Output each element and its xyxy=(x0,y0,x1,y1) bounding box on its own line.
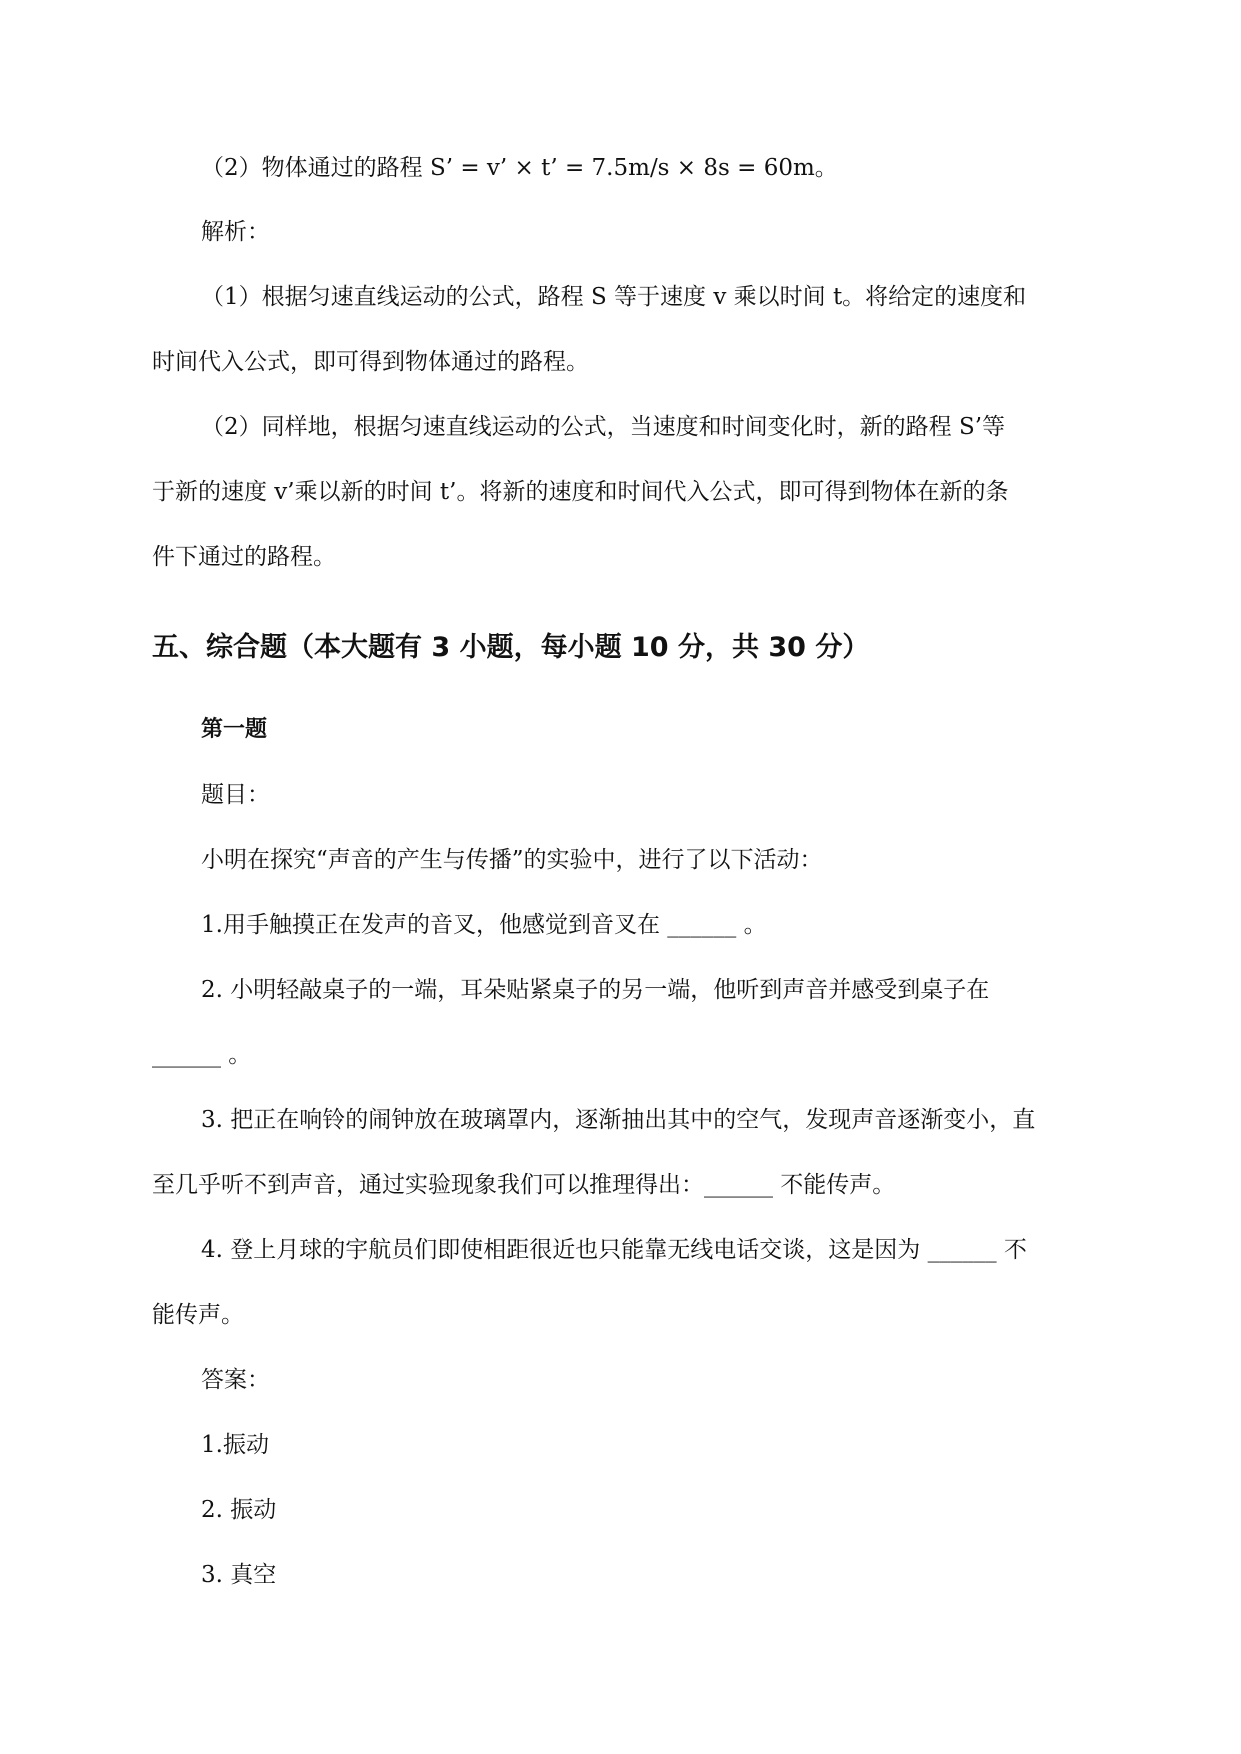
answer-line-path: （2）物体通过的路程 S’ = v’ × t’ = 7.5m/s × 8s = 60m。 xyxy=(201,155,838,181)
question-item-3-line-1: 3. 把正在响铃的闹钟放在玻璃罩内，逐渐抽出其中的空气，发现声音逐渐变小，直 xyxy=(201,1107,1036,1133)
question-item-3-line-2: 至几乎听不到声音，通过实验现象我们可以推理得出：______ 不能传声。 xyxy=(152,1172,896,1198)
answer-label: 答案： xyxy=(201,1367,270,1393)
answer-item-3: 3. 真空 xyxy=(201,1562,277,1588)
question-item-2-line-2: ______ 。 xyxy=(152,1042,252,1068)
section-heading: 五、综合题（本大题有 3 小题，每小题 10 分，共 30 分） xyxy=(152,632,870,663)
question-item-4-line-2: 能传声。 xyxy=(152,1302,244,1328)
analysis-paragraph-2-line-1: （2）同样地，根据匀速直线运动的公式，当速度和时间变化时，新的路程 S’等 xyxy=(201,414,1006,440)
analysis-paragraph-1-line-2: 时间代入公式，即可得到物体通过的路程。 xyxy=(152,349,589,375)
question-title-label: 题目： xyxy=(201,782,270,808)
question-item-2-line-1: 2. 小明轻敲桌子的一端，耳朵贴紧桌子的另一端，他听到声音并感受到桌子在 xyxy=(201,977,990,1003)
question-intro: 小明在探究“声音的产生与传播”的实验中，进行了以下活动： xyxy=(201,847,823,873)
analysis-label: 解析： xyxy=(201,219,270,245)
question-label: 第一题 xyxy=(201,717,268,742)
analysis-paragraph-1-line-1: （1）根据匀速直线运动的公式，路程 S 等于速度 v 乘以时间 t。将给定的速度和 xyxy=(201,284,1027,310)
question-item-1: 1.用手触摸正在发声的音叉，他感觉到音叉在 ______ 。 xyxy=(201,912,767,938)
analysis-paragraph-2-line-2: 于新的速度 v’乘以新的时间 t’。将新的速度和时间代入公式，即可得到物体在新的条 xyxy=(152,479,1009,505)
question-item-4-line-1: 4. 登上月球的宇航员们即使相距很近也只能靠无线电话交谈，这是因为 ______ 不 xyxy=(201,1237,1027,1263)
analysis-paragraph-2-line-3: 件下通过的路程。 xyxy=(152,544,336,570)
answer-item-1: 1.振动 xyxy=(201,1432,269,1458)
answer-item-2: 2. 振动 xyxy=(201,1497,277,1523)
